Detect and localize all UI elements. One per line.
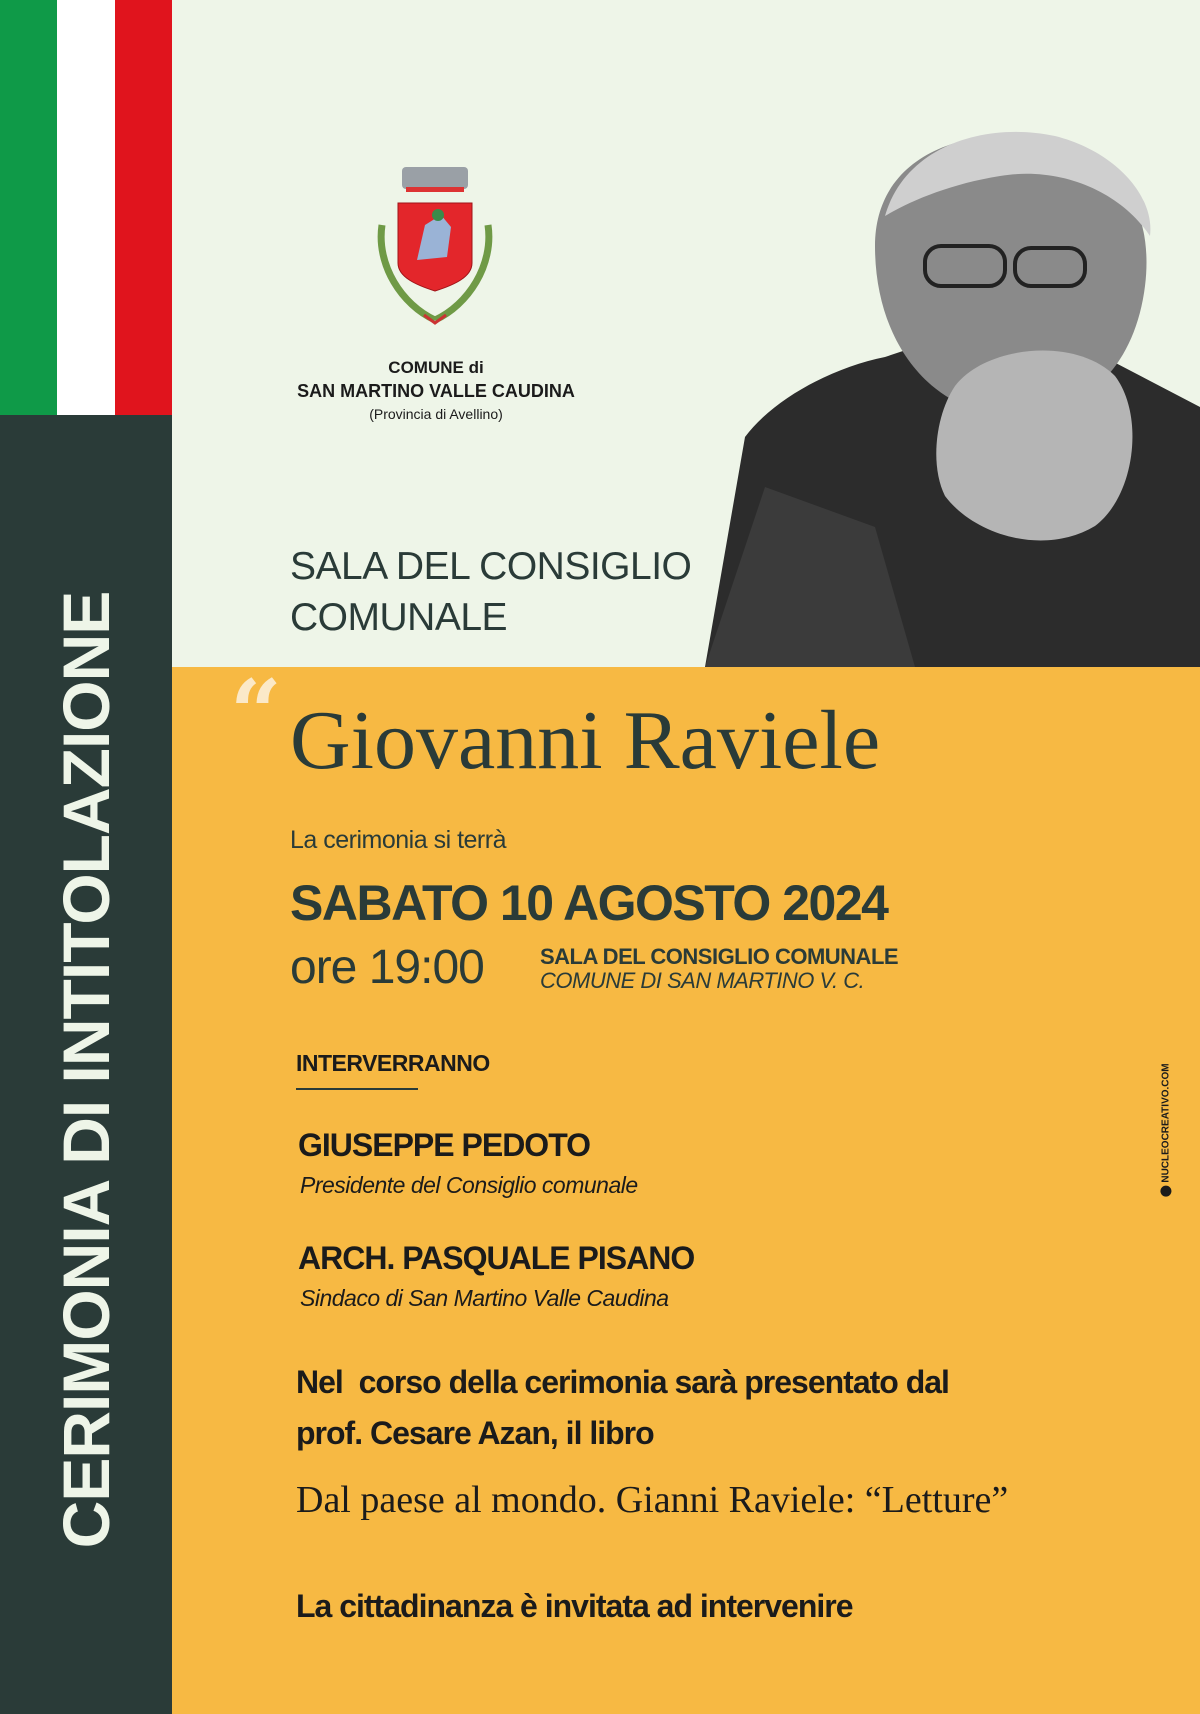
credit-text <box>1160 1063 1171 1196</box>
intro-text: La cerimonia si terrà <box>290 826 506 854</box>
venue-line2: COMUNE DI SAN MARTINO V. C. <box>540 968 865 993</box>
portrait-photo <box>705 126 1200 667</box>
venue-line1: SALA DEL CONSIGLIO COMUNALE <box>540 944 899 969</box>
closing-text: La cittadinanza è invitata ad intervenire <box>296 1588 853 1624</box>
quote-mark-icon: “ <box>230 660 282 766</box>
book-line2: prof. Cesare Azan, il libro <box>296 1415 654 1451</box>
speaker-role: Presidente del Consiglio comunale <box>300 1172 638 1198</box>
speaker-role: Sindaco di San Martino Valle Caudina <box>300 1285 669 1311</box>
italian-flag <box>0 0 172 415</box>
coat-of-arms-logo <box>372 165 498 345</box>
nucleocreativo-logo-icon <box>1160 1186 1171 1197</box>
speaker-name: GIUSEPPE PEDOTO <box>298 1127 591 1163</box>
book-line1: Nel corso della cerimonia sarà presentato dal <box>296 1364 949 1400</box>
speaker-name: ARCH. PASQUALE PISANO <box>298 1240 695 1276</box>
sala-line2: COMUNALE <box>290 596 508 639</box>
event-date: SABATO 10 AGOSTO 2024 <box>290 875 888 931</box>
vertical-title: CERIMONIA DI INTITOLAZIONE <box>49 591 123 1549</box>
credit-label: NUCLEOCREATIVO.COM <box>1160 1063 1172 1183</box>
book-title: Dal paese al mondo. Gianni Raviele: “Letture” <box>296 1479 1009 1521</box>
provincia: (Provincia di Avellino) <box>369 406 503 422</box>
comune-line1: COMUNE di <box>388 358 484 377</box>
heading-underline <box>296 1088 418 1090</box>
speakers-heading: INTERVERRANNO <box>296 1050 490 1076</box>
honoree-name: Giovanni Raviele <box>290 694 881 787</box>
comune-line2: SAN MARTINO VALLE CAUDINA <box>297 381 575 401</box>
sala-line1: SALA DEL CONSIGLIO <box>290 545 692 588</box>
event-time: ore 19:00 <box>290 941 484 994</box>
